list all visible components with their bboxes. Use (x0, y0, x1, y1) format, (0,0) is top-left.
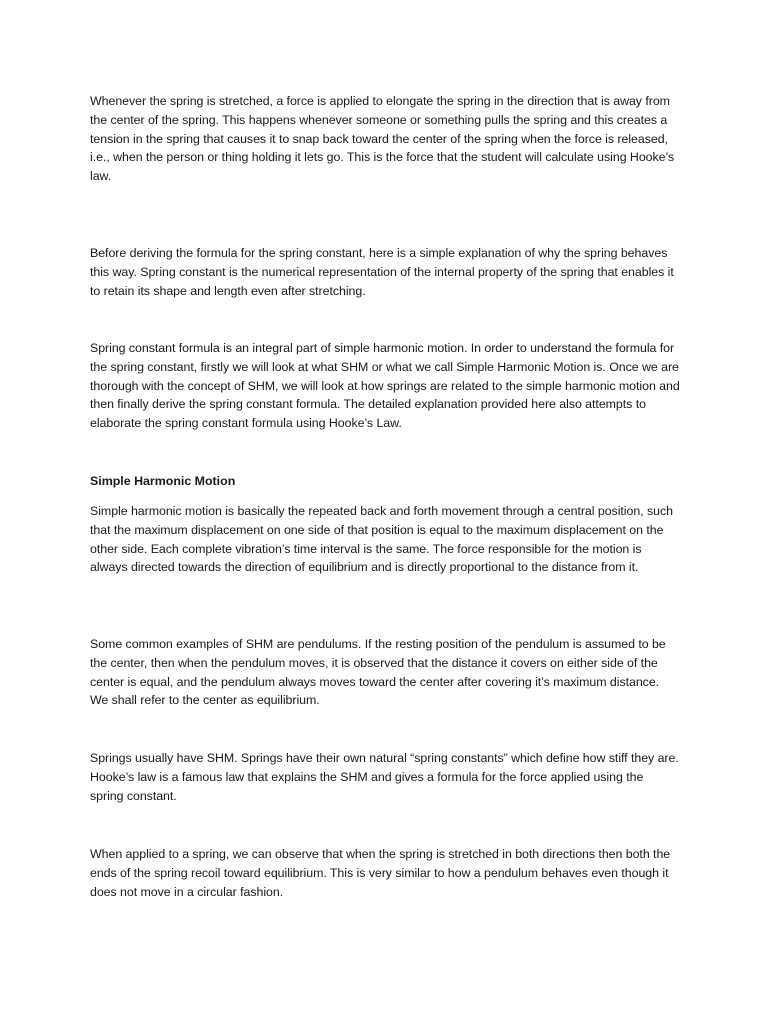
paragraph-spring-recoil: When applied to a spring, we can observe that when the spring is stretched in both directions then both the ends of the spring recoil toward equilibrium. This is very similar to how a pendulum behaves even though it does not move in a circular fashion. (90, 847, 671, 899)
paragraph-shm-definition: Simple harmonic motion is basically the repeated back and forth movement through a central position, such that the maximum displacement on one side of that position is equal to the maximum displacement on the other side. Each complete vibration’s time interval is the same. The force responsible for the motion is always directed towards the direction of equilibrium and is directly proportional to the distance from it. (90, 504, 673, 575)
section-heading: Simple Harmonic Motion (90, 474, 236, 488)
paragraph-spring-constant-explanation: Before deriving the formula for the spring constant, here is a simple explanation of why the spring behaves this way. Spring constant is the numerical representation of the internal property of the spring that enables it to retain its shape and length even after stretching. (90, 246, 674, 298)
paragraph-spring-constant-formula-intro: Spring constant formula is an integral part of simple harmonic motion. In order to understand the formula for the spring constant, firstly we will look at what SHM or what we call Simple Harmonic Motion is. Once we are thorough with the concept of SHM, we will look at how springs are related to the simple harmonic motion and then finally derive the spring constant formula. The detailed explanation provided here also attempts to elaborate the spring constant formula using Hooke’s Law. (90, 341, 680, 431)
paragraph-springs-shm: Springs usually have SHM. Springs have their own natural “spring constants” which define how stiff they are. Hooke’s law is a famous law that explains the SHM and gives a formula for the force applied using the spring constant. (90, 751, 679, 803)
paragraph-shm-pendulum-example: Some common examples of SHM are pendulums. If the resting position of the pendulum is assumed to be the center, then when the pendulum moves, it is observed that the distance it covers on either side of the center is equal, and the pendulum always moves toward the center after covering it’s maximum distance. We shall refer to the center as equilibrium. (90, 637, 666, 708)
paragraph-spring-force: Whenever the spring is stretched, a force is applied to elongate the spring in the direction that is away from the center of the spring. This happens whenever someone or something pulls the spring and this creates a tension in the spring that causes it to snap back toward the center of the spring when the force is released, i.e., when the person or thing holding it lets go. This is the force that the student will calculate using Hooke’s law. (90, 94, 675, 184)
